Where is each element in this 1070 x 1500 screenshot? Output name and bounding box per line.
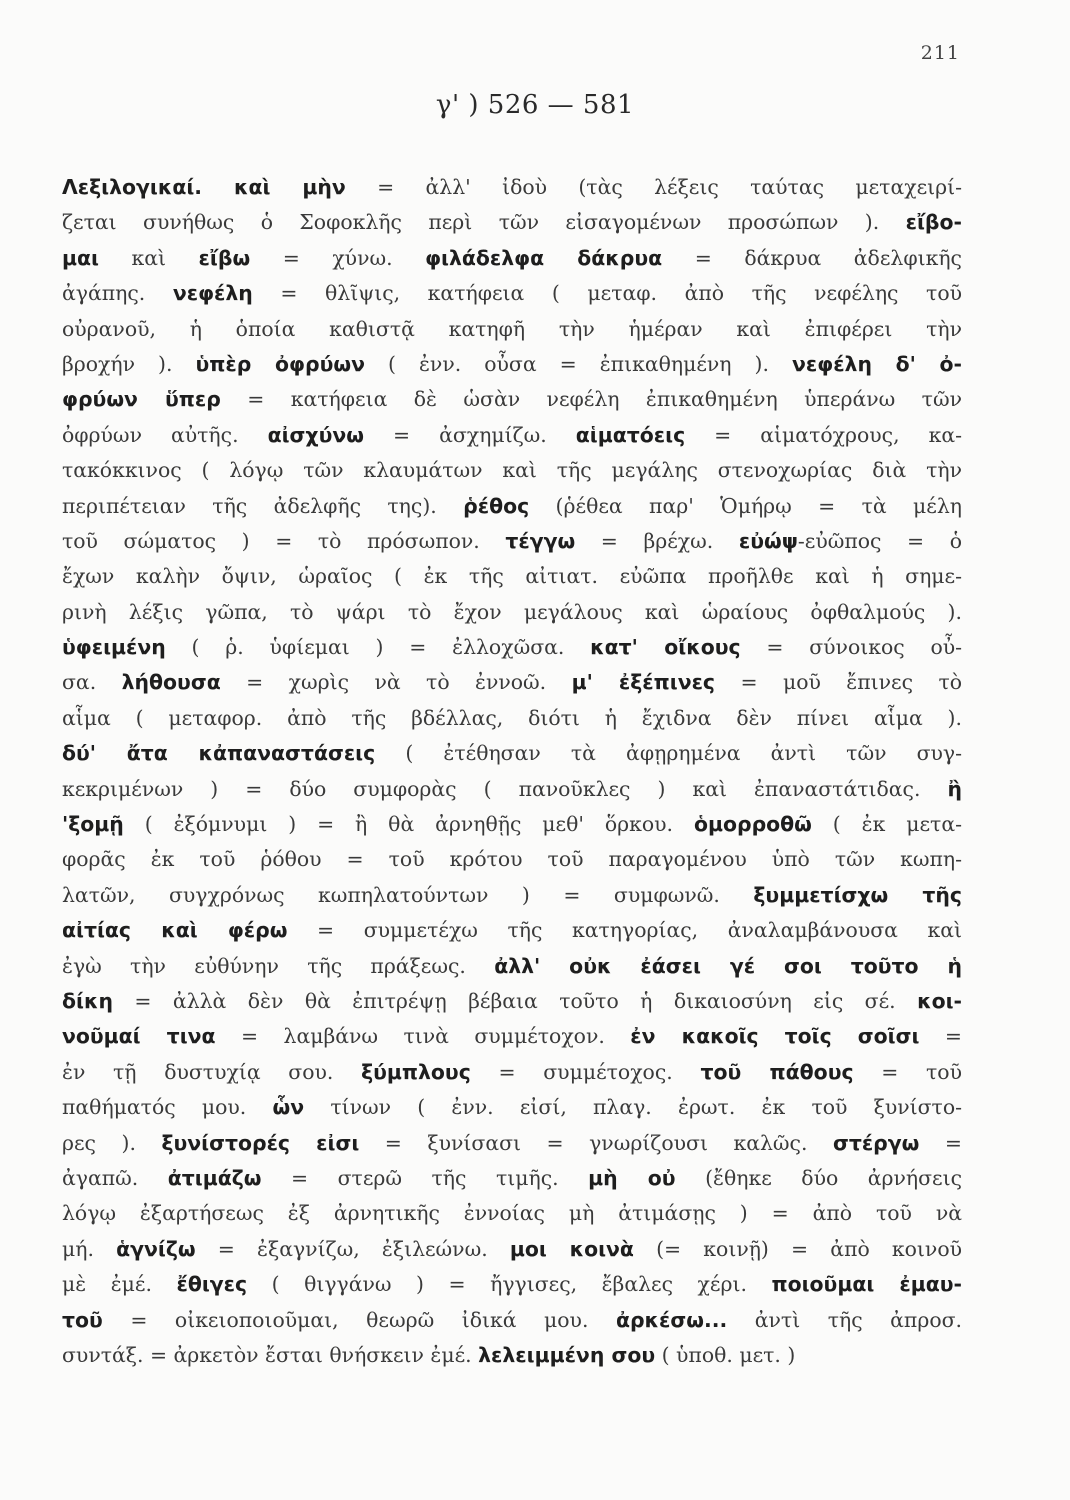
text-line (62, 984, 962, 1019)
gloss-text: λόγῳ ἐξαρτήσεως ἐξ ἀρνητικῆς ἐννοίας μὴ ἀτιμάσῃς ) = ἀπὸ τοῦ νὰ (62, 1201, 962, 1226)
text-line (62, 276, 962, 311)
headword: ὑπὲρ ὀφρύων (195, 351, 365, 376)
headword: ποιοῦμαι ἐμαυ- (771, 1272, 963, 1297)
gloss-text: λατῶν, συγχρόνως κωπηλατούντων ) = συμφωνῶ. (62, 882, 754, 907)
gloss-text: ( ἐνν. οὖσα = ἐπικαθημένη ). (364, 351, 793, 376)
gloss-text: ρινὴ λέξις γῶπα, τὸ ψάρι τὸ ἔχον μεγάλους καὶ ὡραίους ὀφθαλμούς ). (62, 599, 962, 624)
text-line (62, 701, 962, 736)
headword: μοι κοινὰ (509, 1236, 634, 1261)
headword: φρύων ὕπερ (62, 387, 221, 412)
text-line (62, 382, 962, 417)
gloss-text: τίνων ( ἐνν. εἰσί, πλαγ. ἐρωτ. ἐκ τοῦ ξυνίστο- (304, 1095, 962, 1120)
gloss-text: οὐρανοῦ, ἡ ὁποία καθιστᾷ κατηφῆ τὴν ἡμέραν καὶ ἐπιφέρει τὴν (62, 316, 962, 341)
gloss-text: ὀφρύων αὐτῆς. (62, 422, 268, 447)
gloss-text: = (919, 1130, 962, 1155)
gloss-text: = θλῖψις, κατήφεια ( μεταφ. ἀπὸ τῆς νεφέλης τοῦ (252, 281, 963, 306)
headword: εἴβω (198, 245, 251, 270)
gloss-text: τακόκκινος ( λόγῳ τῶν κλαυμάτων καὶ τῆς μεγάλης στενοχωρίας διὰ τὴν (62, 458, 962, 483)
headword: αἱματόεις (575, 422, 686, 447)
text-line (62, 1019, 962, 1054)
text-line (62, 559, 962, 594)
gloss-text: (ἔθηκε δύο ἀρνήσεις (675, 1165, 963, 1190)
gloss-text: -εὐῶπος = ὁ (797, 528, 963, 553)
headword: ἔθιγες (176, 1272, 248, 1297)
gloss-text: σα. (62, 670, 122, 695)
text-line (62, 1055, 962, 1090)
headword: εἴβο- (905, 210, 962, 235)
gloss-text: βροχήν ). (62, 351, 196, 376)
headword: ῥέθος (463, 493, 530, 518)
headword: ξύμπλους (361, 1059, 471, 1084)
headword: ἀρκέσω... (615, 1307, 728, 1332)
gloss-text: ( ἐκ μετα- (811, 812, 962, 837)
gloss-text: (= κοινῇ) = ἀπὸ κοινοῦ (633, 1236, 962, 1261)
gloss-text: παθήματός μου. (62, 1095, 273, 1120)
text-line (62, 1126, 962, 1161)
gloss-text: = βρέχω. (575, 528, 739, 553)
headword: ἁγνίζω (116, 1236, 196, 1261)
gloss-text: φορᾶς ἐκ τοῦ ῥόθου = τοῦ κρότου τοῦ παραγομένου ὑπὸ τῶν κωπη- (62, 847, 962, 872)
headword: νεφέλη δ' ὀ- (792, 351, 962, 376)
text-line (62, 170, 962, 205)
text-line (62, 807, 962, 842)
text-line (62, 595, 962, 630)
headword: ξυνίστορές εἰσι (161, 1130, 360, 1155)
text-line (62, 205, 962, 240)
gloss-text: ἀγάπης. (62, 281, 173, 306)
gloss-text: ἔχων καλὴν ὄψιν, ὡραῖος ( ἐκ τῆς αἰτιατ. εὐῶπα προῆλθε καὶ ἡ σημε- (62, 564, 962, 589)
gloss-text: = κατήφεια δὲ ὡσὰν νεφέλη ἐπικαθημένη ὑπεράνω τῶν (220, 387, 962, 412)
gloss-text: (ῥέθεα παρ' Ὁμήρῳ = τὰ μέλη (529, 493, 962, 518)
text-line (62, 665, 962, 700)
text-line (62, 1090, 962, 1125)
headword: λήθουσα (121, 670, 221, 695)
headword: ὁμορροθῶ (693, 812, 812, 837)
headword: αἰσχύνω (267, 422, 364, 447)
text-line (62, 878, 962, 913)
gloss-text: = ἀλλ' ἰδοὺ (τὰς λέξεις ταύτας μεταχειρί- (345, 175, 963, 199)
headword: νοῦμαί τινα (62, 1024, 216, 1049)
text-line (62, 241, 962, 276)
headword: ἀλλ' οὐκ ἐάσει γέ σοι τοῦτο ἡ (494, 953, 962, 978)
gloss-text: = συμμετέχω τῆς κατηγορίας, ἀναλαμβάνουσα καὶ (287, 918, 962, 943)
headword: αἰτίας καὶ φέρω (62, 918, 288, 943)
gloss-text: = χύνω. (250, 245, 426, 270)
text-line (62, 312, 962, 347)
headword: δίκη (62, 988, 113, 1013)
headword: ἐν κακοῖς τοῖς σοῖσι (630, 1024, 920, 1049)
text-line (62, 842, 962, 877)
gloss-text: καὶ (98, 245, 199, 270)
gloss-text: ( ὑποθ. μετ. ) (655, 1342, 796, 1367)
headword: φιλάδελφα δάκρυα (425, 245, 663, 270)
page-number: 211 (920, 42, 960, 64)
gloss-text: ( θιγγάνω ) = ἤγγισες, ἔβαλες χέρι. (247, 1272, 772, 1297)
gloss-text: τοῦ σώματος ) = τὸ πρόσωπον. (62, 528, 506, 553)
gloss-text: = λαμβάνω τινὰ συμμέτοχον. (215, 1024, 631, 1049)
headword: ὧν (272, 1095, 305, 1120)
headword: τοῦ πάθους (700, 1059, 854, 1084)
headword: Λεξιλογικαί. καὶ μὴν (62, 175, 346, 199)
gloss-text: ( ῥ. ὑφίεμαι ) = ἐλλοχῶσα. (165, 635, 591, 660)
gloss-text: μὲ ἐμέ. (62, 1272, 177, 1297)
gloss-text: = μοῦ ἔπινες τὸ (715, 670, 962, 695)
headword: κοι- (917, 988, 962, 1013)
text-line (62, 1267, 962, 1302)
gloss-text: = ἐξαγνίζω, ἐξιλεώνω. (195, 1236, 510, 1261)
gloss-text: ἐγὼ τὴν εὐθύνην τῆς πράξεως. (62, 953, 495, 978)
text-line (62, 1338, 962, 1373)
gloss-text: ( ἐξόμνυμι ) = ἢ θὰ ἀρνηθῇς μεθ' ὅρκου. (123, 812, 694, 837)
text-line (62, 418, 962, 453)
text-line (62, 1303, 962, 1338)
text-line (62, 1196, 962, 1231)
headword: εὐώψ (738, 528, 798, 553)
gloss-text: = αἱματόχρους, κα- (685, 422, 962, 447)
gloss-text: κεκριμένων ) = δύο συμφορὰς ( πανοῦκλες ) καὶ ἐπαναστάτιδας. (62, 776, 948, 801)
section-heading: γ' ) 526 — 581 (435, 90, 635, 120)
gloss-text: = χωρὶς νὰ τὸ ἐννοῶ. (220, 670, 572, 695)
headword: μ' ἐξέπινες (571, 670, 716, 695)
gloss-text: ( ἐτέθησαν τὰ ἀφῃρημένα ἀντὶ τῶν συγ- (375, 741, 962, 766)
gloss-text: μή. (62, 1236, 117, 1261)
text-line (62, 524, 962, 559)
headword: τοῦ (62, 1307, 103, 1332)
headword: δύ' ἄτα κἀπαναστάσεις (62, 741, 376, 766)
headword: ξυμμετίσχω τῆς (753, 882, 962, 907)
gloss-text: = τοῦ (853, 1059, 962, 1084)
text-line (62, 489, 962, 524)
gloss-text: ζεται συνήθως ὁ Σοφοκλῆς περὶ τῶν εἰσαγομένων προσώπων ). (62, 210, 906, 235)
headword: τέγγω (505, 528, 576, 553)
gloss-text: = ξυνίσασι = γνωρίζουσι καλῶς. (359, 1130, 833, 1155)
text-line (62, 347, 962, 382)
text-line (62, 736, 962, 771)
headword: λελειμμένη σου (478, 1342, 656, 1367)
headword: ὑφειμένη (62, 635, 166, 660)
headword: ἀτιμάζω (167, 1165, 262, 1190)
glossary-text (62, 170, 962, 1373)
text-line (62, 1232, 962, 1267)
text-line (62, 772, 962, 807)
gloss-text: συντάξ. = ἀρκετὸν ἔσται θνήσκειν ἐμέ. (62, 1342, 479, 1367)
text-line (62, 913, 962, 948)
gloss-text: = οἰκειοποιοῦμαι, θεωρῶ ἰδικά μου. (102, 1307, 616, 1332)
gloss-text: ἐν τῇ δυστυχίᾳ σου. (62, 1059, 362, 1084)
headword: ἢ (947, 776, 962, 801)
gloss-text: = σύνοικος οὖ- (740, 635, 963, 660)
gloss-text: ρες ). (62, 1130, 162, 1155)
gloss-text: = συμμέτοχος. (470, 1059, 701, 1084)
gloss-text: = στερῶ τῆς τιμῆς. (261, 1165, 589, 1190)
text-line (62, 453, 962, 488)
headword: μαι (62, 245, 99, 270)
headword: μὴ οὐ (588, 1165, 676, 1190)
headword: νεφέλη (172, 281, 253, 306)
headword: 'ξομῇ (62, 812, 124, 837)
gloss-text: = ἀσχημίζω. (363, 422, 576, 447)
gloss-text: ἀντὶ τῆς ἀπροσ. (727, 1307, 962, 1332)
gloss-text: = (919, 1024, 962, 1049)
gloss-text: αἷμα ( μεταφορ. ἀπὸ τῆς βδέλλας, διότι ἡ ἔχιδνα δὲν πίνει αἷμα ). (62, 705, 962, 730)
gloss-text: ἀγαπῶ. (62, 1165, 168, 1190)
headword: στέργω (832, 1130, 920, 1155)
headword: κατ' οἴκους (590, 635, 741, 660)
text-line (62, 949, 962, 984)
gloss-text: = ἀλλὰ δὲν θὰ ἐπιτρέψῃ βέβαια τοῦτο ἡ δικαιοσύνη εἰς σέ. (112, 988, 918, 1013)
text-line (62, 1161, 962, 1196)
gloss-text: περιπέτειαν τῆς ἀδελφῆς της). (62, 493, 464, 518)
text-line (62, 630, 962, 665)
gloss-text: = δάκρυα ἀδελφικῆς (662, 245, 962, 270)
